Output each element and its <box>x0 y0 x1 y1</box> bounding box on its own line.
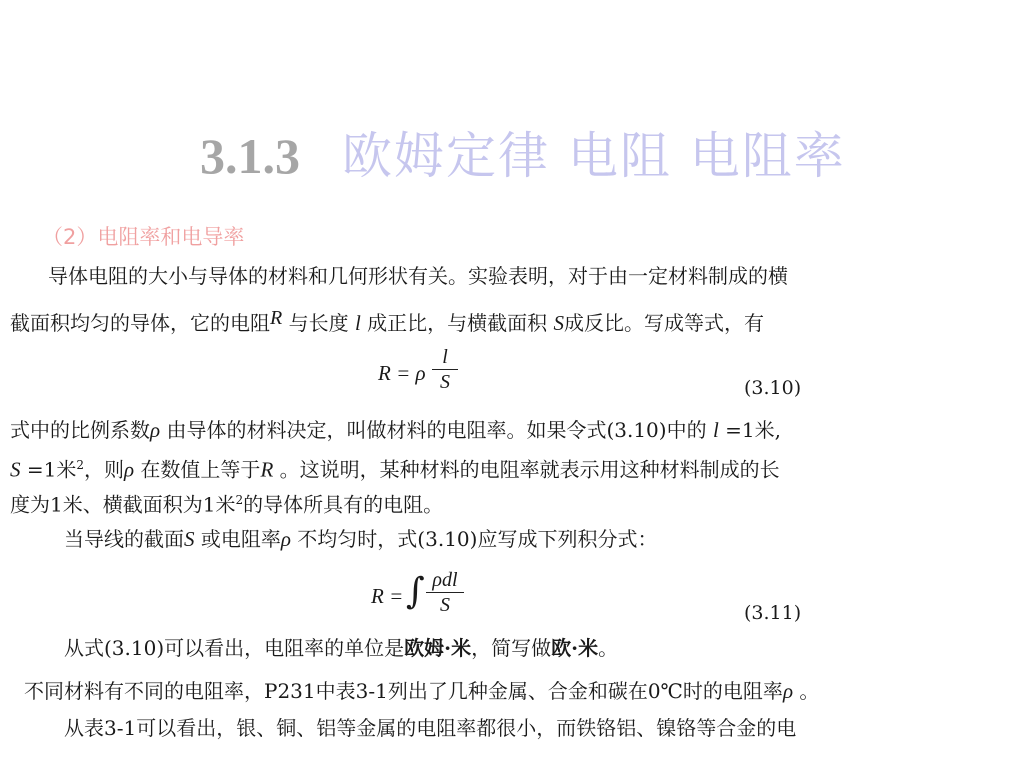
symbol-rho: ρ <box>782 679 794 703</box>
eq1-denominator: S <box>440 371 450 393</box>
eq1-number: (3.10) <box>744 377 802 399</box>
p5-line <box>24 679 819 703</box>
p2-text-e: ，则 <box>83 457 124 482</box>
symbol-l: l <box>712 418 719 442</box>
eq2-lhs: R = <box>371 584 404 608</box>
p3-text-c: 不均匀时，式(3.10)应写成下列积分式： <box>290 527 658 551</box>
p2-line3 <box>10 488 443 517</box>
symbol-S: S <box>553 311 564 335</box>
symbol-l: l <box>354 311 361 335</box>
page-title: 欧姆定律 电阻 电阻率 <box>342 127 846 185</box>
p2-text-c: =1米, <box>718 418 781 442</box>
p4-line <box>64 636 618 660</box>
title-number: 3.1.3 <box>200 128 300 184</box>
p1-text-a: 截面积均匀的导体，它的电阻 <box>10 311 270 335</box>
symbol-R: R <box>260 457 274 482</box>
eq1-lhs: R = ρ <box>378 361 426 385</box>
eq1-fraction <box>432 347 458 392</box>
p2-text-f: 在数值上等于 <box>134 457 261 482</box>
p2-text-i: 的导体所具有的电阻。 <box>243 492 444 517</box>
eq2-denominator: S <box>440 594 450 616</box>
eq2-fraction <box>426 570 464 615</box>
p6-line: 从表3-1可以看出，银、铜、铝等金属的电阻率都很小，而铁铬铝、镍铬等合金的电 <box>64 716 797 740</box>
p2-text-a: 式中的比例系数 <box>10 418 150 442</box>
symbol-S: S <box>10 457 21 482</box>
p4-text-c: 。 <box>598 636 619 660</box>
unit-ohm-meter: 欧姆·米 <box>404 636 472 660</box>
p2-text-g: 。这说明，某种材料的电阻率就表示用这种材料制成的长 <box>273 457 780 482</box>
fraction-bar <box>426 592 464 593</box>
p2-line1 <box>10 418 781 442</box>
eq2-number: (3.11) <box>744 602 802 624</box>
p4-text-a: 从式(3.10)可以看出，电阻率的单位是 <box>64 636 405 660</box>
p2-line2 <box>10 453 780 482</box>
symbol-R: R <box>270 307 283 329</box>
eq2-numerator: ρdl <box>432 569 458 591</box>
p1-text-d: 成反比。写成等式，有 <box>564 311 764 335</box>
integral-sign: ∫ <box>406 571 425 612</box>
p2-text-h: 度为1米、横截面积为1米 <box>10 492 236 517</box>
p3-line <box>64 527 657 551</box>
fraction-bar <box>432 369 458 370</box>
symbol-rho: ρ <box>123 457 135 482</box>
eq1-numerator: l <box>442 346 448 368</box>
p4-text-b: ，简写做 <box>471 636 552 660</box>
symbol-S: S <box>184 527 195 551</box>
p1-line2 <box>10 306 764 335</box>
p3-text-b: 或电阻率 <box>194 527 281 551</box>
symbol-rho: ρ <box>280 527 291 551</box>
p5-text-a: 不同材料有不同的电阻率，P231中表3-1列出了几种金属、合金和碳在0℃时的电阻率 <box>24 679 783 703</box>
p1-text-b: 与长度 <box>282 311 355 335</box>
superscript-2: 2 <box>76 458 84 472</box>
p2-text-b: 由导体的材料决定，叫做材料的电阻率。如果令式(3.10)中的 <box>160 418 713 442</box>
p1-line1: 导体电阻的大小与导体的材料和几何形状有关。实验表明，对于由一定材料制成的横 <box>48 264 788 288</box>
superscript-2: 2 <box>235 493 244 507</box>
unit-ohm-meter-short: 欧·米 <box>551 636 599 660</box>
p2-text-d: =1米 <box>20 457 77 482</box>
p1-text-c: 成正比，与横截面积 <box>360 311 554 335</box>
section-heading: （2）电阻率和电导率 <box>42 225 245 249</box>
p3-text-a: 当导线的截面 <box>64 527 184 551</box>
symbol-rho: ρ <box>150 418 161 442</box>
p5-text-b: 。 <box>793 679 820 703</box>
